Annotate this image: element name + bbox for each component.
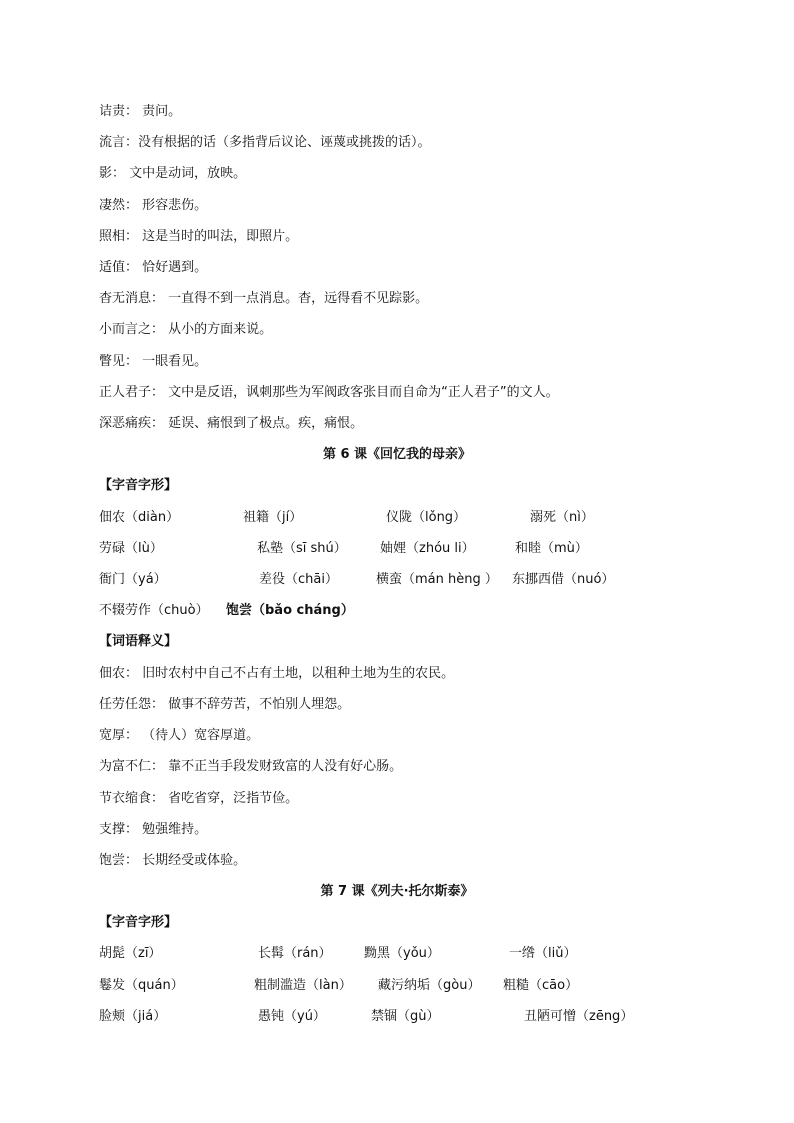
pronunciation-item: 粗制滥造（làn）: [254, 978, 352, 993]
lesson-6-title: 第 6 课《回忆我的母亲》: [322, 447, 472, 462]
pronunciation-item: 饱尝（bǎo cháng）: [226, 603, 354, 618]
pronunciation-item: 溺死（nì）: [530, 510, 594, 525]
definition-line: 流言：没有根据的话（多指背后议论、诬蔑或挑拨的话）。: [99, 135, 431, 150]
vocab-line: 为富不仁： 靠不正当手段发财致富的人没有好心肠。: [99, 759, 403, 774]
definition-line: 影： 文中是动词，放映。: [99, 166, 247, 181]
pronunciation-item: 禁锢（gù）: [371, 1009, 440, 1024]
pronunciation-row: [0, 602, 794, 620]
lesson-7-title: 第 7 课《列夫·托尔斯泰》: [320, 884, 474, 899]
pronunciation-row: [0, 1008, 794, 1026]
pronunciation-item: 东挪西借（nuó）: [512, 572, 615, 587]
pronunciation-item: 差役（chāi）: [259, 572, 338, 587]
vocab-line: 宽厚： （待人）宽容厚道。: [99, 728, 260, 743]
pronunciation-item: 胡髭（zī）: [99, 946, 162, 961]
pronunciation-row: [0, 540, 794, 558]
pronunciation-item: 黝黑（yǒu）: [364, 946, 440, 961]
pronunciation-item: 长髯（rán）: [258, 946, 332, 961]
pronunciation-row: [0, 977, 794, 995]
definition-line: 深恶痛疾： 延误、痛恨到了极点。疾，痛恨。: [99, 416, 364, 431]
vocab-line: 节衣缩食： 省吃省穿，泛指节俭。: [99, 791, 299, 806]
pronunciation-item: 私塾（sī shú）: [257, 541, 347, 556]
pronunciation-item: 鬈发（quán）: [99, 978, 184, 993]
vocab-line: 饱尝： 长期经受或体验。: [99, 853, 247, 868]
vocab-line: 任劳任怨： 做事不辞劳苦，不怕别人埋怨。: [99, 697, 351, 712]
lesson-6-vocab-heading: 【词语释义】: [99, 634, 178, 649]
vocab-line: 佃农： 旧时农村中自己不占有土地，以租种土地为生的农民。: [99, 666, 455, 681]
lesson-7-pronunciation-heading: 【字音字形】: [99, 915, 178, 930]
pronunciation-item: 妯娌（zhóu li）: [380, 541, 475, 556]
pronunciation-item: 藏污纳垢（gòu）: [378, 978, 481, 993]
definition-line: 诘责： 责问。: [99, 104, 182, 119]
definition-line: 小而言之： 从小的方面来说。: [99, 322, 273, 337]
pronunciation-item: 佃农（diàn）: [99, 510, 180, 525]
pronunciation-item: 粗糙（cāo）: [503, 978, 579, 993]
definition-line: 适值： 恰好遇到。: [99, 260, 208, 275]
pronunciation-item: 仪陇（lǒng）: [386, 510, 467, 525]
pronunciation-item: 祖籍（jí）: [243, 510, 303, 525]
definition-line: 正人君子： 文中是反语，讽刺那些为军阀政客张目而自命为“正人君子”的文人。: [99, 385, 559, 400]
pronunciation-item: 脸颊（jiá）: [99, 1009, 167, 1024]
pronunciation-item: 和睦（mù）: [515, 541, 588, 556]
definition-line: 照相： 这是当时的叫法，即照片。: [99, 229, 299, 244]
pronunciation-item: 一绺（liǔ）: [509, 946, 577, 961]
pronunciation-item: 愚钝（yú）: [258, 1009, 326, 1024]
pronunciation-row: [0, 571, 794, 589]
pronunciation-row: [0, 509, 794, 527]
pronunciation-item: 横蛮（mán hèng ）: [376, 572, 498, 587]
vocab-line: 支撑： 勉强维持。: [99, 822, 208, 837]
pronunciation-item: 不辍劳作（chuò）: [99, 603, 209, 618]
definition-line: 凄然： 形容悲伤。: [99, 198, 208, 213]
pronunciation-item: 衙门（yá）: [99, 572, 167, 587]
definition-line: 瞥见： 一眼看见。: [99, 354, 208, 369]
pronunciation-item: 丑陋可憎（zēng）: [524, 1009, 634, 1024]
definition-line: 杳无消息： 一直得不到一点消息。杳，远得看不见踪影。: [99, 291, 429, 306]
pronunciation-row: [0, 945, 794, 963]
pronunciation-item: 劳碌（lù）: [99, 541, 163, 556]
lesson-6-pronunciation-heading: 【字音字形】: [99, 478, 178, 493]
